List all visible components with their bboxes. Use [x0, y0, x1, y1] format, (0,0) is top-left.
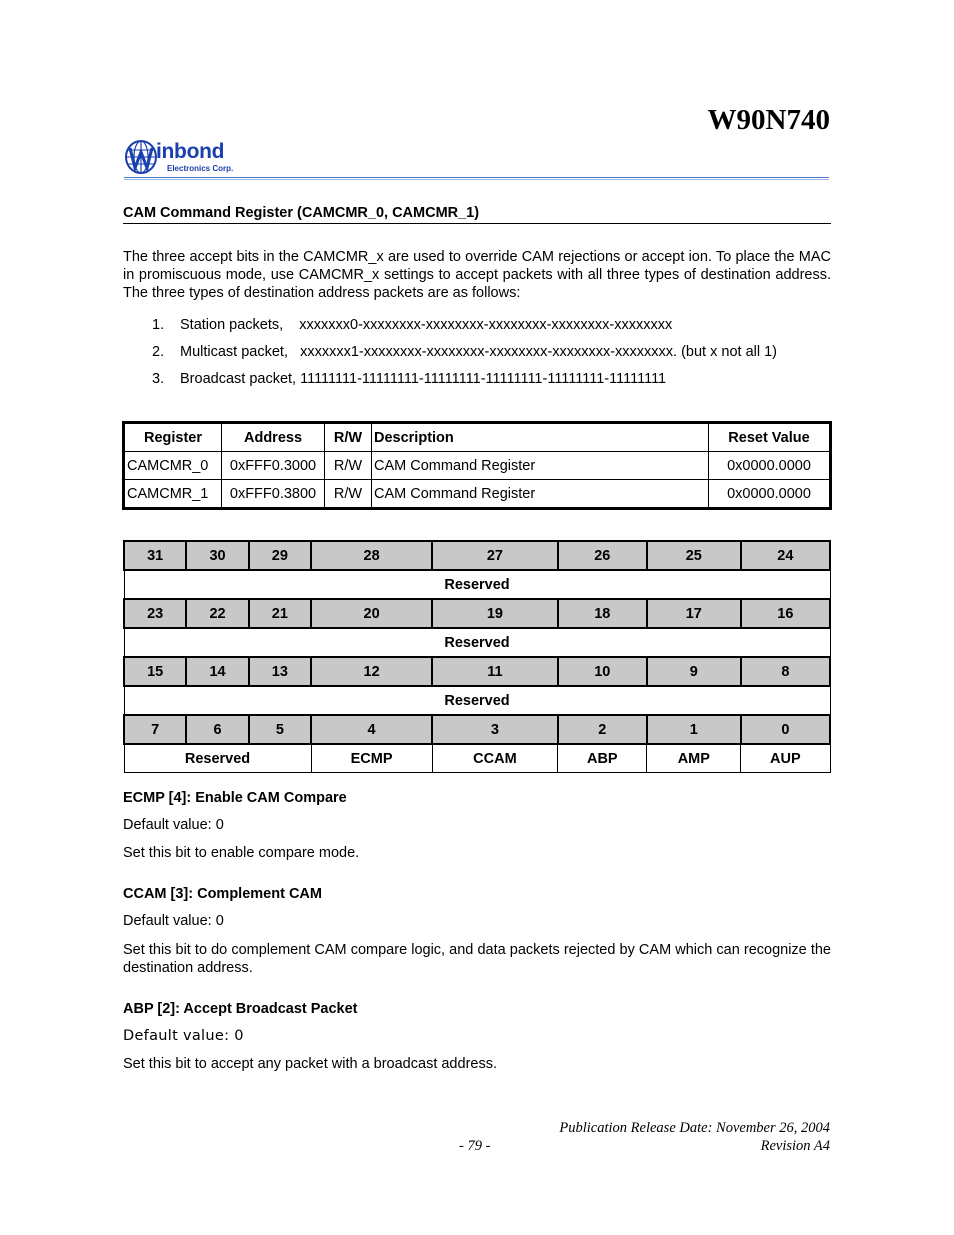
chip-title: W90N740	[707, 104, 830, 136]
cell-address: 0xFFF0.3800	[222, 480, 325, 509]
list-item	[152, 317, 672, 333]
bit-number: 5	[249, 715, 311, 744]
register-table	[122, 421, 832, 510]
bit-number: 30	[186, 541, 248, 570]
bit-number: 26	[558, 541, 647, 570]
col-header-description: Description	[372, 423, 709, 452]
bit-field-row	[124, 744, 830, 773]
field-title-ccam: CCAM [3]: Complement CAM	[123, 886, 322, 902]
bit-field-ccam: CCAM	[432, 744, 558, 773]
list-number: 3.	[152, 371, 165, 387]
bit-field-row	[124, 570, 830, 599]
table-row	[124, 480, 831, 509]
cell-reset: 0x0000.0000	[709, 480, 831, 509]
cell-description: CAM Command Register	[372, 452, 709, 480]
bit-number: 4	[311, 715, 432, 744]
field-desc-abp: Set this bit to accept any packet with a broadcast address.	[123, 1056, 497, 1072]
globe-icon	[124, 138, 158, 176]
field-title-ecmp: ECMP [4]: Enable CAM Compare	[123, 790, 347, 806]
footer-page-number: - 79 -	[459, 1138, 491, 1154]
col-header-address: Address	[222, 423, 325, 452]
bit-number: 2	[558, 715, 647, 744]
bit-number-row	[124, 657, 830, 686]
bit-field-reserved: Reserved	[124, 686, 830, 715]
field-default-abp: Default value: 0	[123, 1028, 244, 1044]
col-header-rw: R/W	[325, 423, 372, 452]
cell-register: CAMCMR_0	[124, 452, 222, 480]
bit-number: 8	[741, 657, 830, 686]
bit-field-row	[124, 686, 830, 715]
bit-number: 13	[249, 657, 311, 686]
header-rule	[124, 177, 829, 178]
bit-number-row	[124, 715, 830, 744]
list-text: Broadcast packet, 11111111-11111111-11111111-11111111-11111111-11111111	[180, 371, 667, 387]
cell-rw: R/W	[325, 480, 372, 509]
bit-number: 31	[124, 541, 186, 570]
bit-number: 24	[741, 541, 830, 570]
cell-address: 0xFFF0.3000	[222, 452, 325, 480]
cell-rw: R/W	[325, 452, 372, 480]
bit-number: 18	[558, 599, 647, 628]
logo-wordmark: inbond	[156, 140, 225, 163]
list-number: 2.	[152, 344, 165, 360]
field-desc-ccam: Set this bit to do complement CAM compare logic, and data packets rejected by CAM which can recognize the destination address.	[123, 942, 831, 976]
cell-description: CAM Command Register	[372, 480, 709, 509]
bit-field-reserved: Reserved	[124, 570, 830, 599]
bit-number: 22	[186, 599, 248, 628]
bit-number: 14	[186, 657, 248, 686]
bit-number: 21	[249, 599, 311, 628]
col-header-reset: Reset Value	[709, 423, 831, 452]
field-default-ccam: Default value: 0	[123, 913, 224, 929]
bit-number: 0	[741, 715, 830, 744]
bit-number: 1	[647, 715, 741, 744]
bit-number: 15	[124, 657, 186, 686]
bit-number: 20	[311, 599, 432, 628]
winbond-logo	[124, 138, 254, 178]
bit-field-abp: ABP	[558, 744, 647, 773]
list-number: 1.	[152, 317, 165, 333]
list-text: Multicast packet, xxxxxxx1-xxxxxxxx-xxxxxxxx-xxxxxxxx-xxxxxxxx-xxxxxxxx. (but x not all 1)	[180, 344, 777, 360]
bit-number: 3	[432, 715, 558, 744]
col-header-register: Register	[124, 423, 222, 452]
bit-field-reserved: Reserved	[124, 628, 830, 657]
bit-number: 7	[124, 715, 186, 744]
bit-number: 16	[741, 599, 830, 628]
bit-number-row	[124, 541, 830, 570]
bit-field-reserved: Reserved	[124, 744, 311, 773]
field-title-abp: ABP [2]: Accept Broadcast Packet	[123, 1001, 358, 1017]
bit-field-aup: AUP	[741, 744, 830, 773]
bit-field-amp: AMP	[647, 744, 741, 773]
bit-number: 9	[647, 657, 741, 686]
list-item	[152, 371, 666, 387]
bit-number: 19	[432, 599, 558, 628]
bit-number-row	[124, 599, 830, 628]
bit-number: 25	[647, 541, 741, 570]
bit-number: 28	[311, 541, 432, 570]
bit-field-ecmp: ECMP	[311, 744, 432, 773]
cell-register: CAMCMR_1	[124, 480, 222, 509]
bit-table	[123, 540, 831, 773]
table-row	[124, 452, 831, 480]
bit-number: 17	[647, 599, 741, 628]
table-header-row	[124, 423, 831, 452]
field-default-ecmp: Default value: 0	[123, 817, 224, 833]
bit-number: 6	[186, 715, 248, 744]
bit-number: 11	[432, 657, 558, 686]
bit-number: 12	[311, 657, 432, 686]
list-text: Station packets, xxxxxxx0-xxxxxxxx-xxxxxxxx-xxxxxxxx-xxxxxxxx-xxxxxxxx	[180, 317, 673, 333]
section-title: CAM Command Register (CAMCMR_0, CAMCMR_1)	[123, 205, 831, 224]
header-rule-secondary	[124, 179, 829, 180]
field-desc-ecmp: Set this bit to enable compare mode.	[123, 845, 360, 861]
logo-subtext: Electronics Corp.	[167, 164, 234, 173]
footer-release-date: Publication Release Date: November 26, 2004	[559, 1120, 830, 1136]
bit-number: 29	[249, 541, 311, 570]
bit-number: 27	[432, 541, 558, 570]
cell-reset: 0x0000.0000	[709, 452, 831, 480]
list-item	[152, 344, 777, 360]
footer-revision: Revision A4	[760, 1138, 830, 1154]
intro-paragraph: The three accept bits in the CAMCMR_x are used to override CAM rejections or accept ion. To place the MAC in promiscuous mode, use CAMCMR_x settings to accept packets with all three types of destination address. The three types of destination address packets are as follows:	[123, 249, 831, 301]
bit-field-row	[124, 628, 830, 657]
bit-number: 10	[558, 657, 647, 686]
bit-number: 23	[124, 599, 186, 628]
